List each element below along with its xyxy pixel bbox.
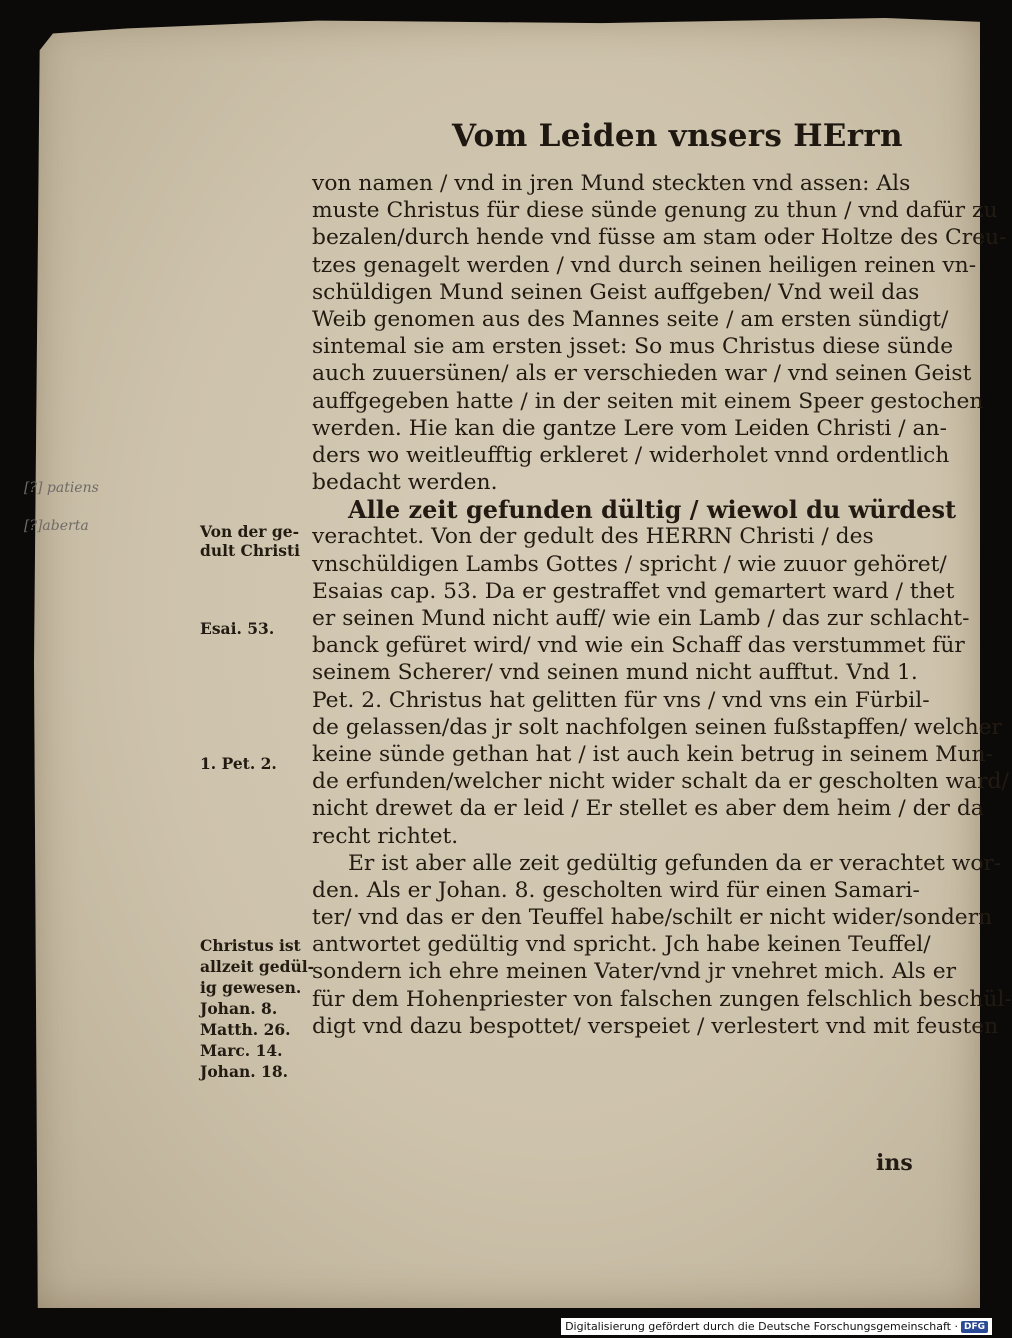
margin-note-esai: Esai. 53.	[200, 619, 275, 638]
margin-note-line: Johan. 18.	[200, 1062, 289, 1081]
body-line: recht richtet.	[312, 823, 459, 849]
footer-text: Digitalisierung gefördert durch die Deutsche Forschungsgemeinschaft ·	[565, 1320, 958, 1333]
body-line: banck gefüret wird/ vnd wie ein Schaff das verstummet für	[312, 633, 965, 659]
body-line: bedacht werden.	[312, 470, 498, 496]
catchword: ins	[876, 1150, 913, 1176]
footer-credit	[561, 1318, 992, 1335]
margin-note-gedult	[200, 522, 300, 560]
margin-note-line: Von der ge-	[200, 522, 300, 541]
dfg-logo-icon: DFG	[961, 1321, 988, 1333]
body-line: schüldigen Mund seinen Geist auffgeben/ Vnd weil das	[312, 279, 920, 305]
margin-note-line: Johan. 8.	[200, 999, 278, 1018]
handwritten-note-1: [?] patiens	[24, 480, 99, 496]
body-line: von namen / vnd in jren Mund steckten vnd assen: Als	[312, 171, 911, 196]
body-line: sintemal sie am ersten jsset: So mus Christus diese sünde	[312, 334, 954, 360]
body-line: er seinen Mund nicht auff/ wie ein Lamb / das zur schlacht-	[312, 606, 970, 631]
body-line: Er ist aber alle zeit gedültig gefunden da er verachtet wor-	[348, 850, 1002, 876]
margin-note-line: dult Christi	[200, 541, 300, 560]
body-line: sondern ich ehre meinen Vater/vnd jr vnehret mich. Als er	[312, 959, 957, 985]
margin-note-line: Matth. 26.	[200, 1020, 291, 1039]
margin-note-line: Christus ist	[200, 936, 301, 955]
body-line: de erfunden/welcher nicht wider schalt da er gescholten ward/	[312, 769, 1009, 795]
body-line: Esaias cap. 53. Da er gestraffet vnd gemartert ward / thet	[312, 578, 955, 604]
body-line: Pet. 2. Christus hat gelitten für vns / vnd vns ein Fürbil-	[312, 687, 930, 713]
body-line: auffgegeben hatte / in der seiten mit einem Speer gestochen	[312, 388, 984, 414]
body-line: vnschüldigen Lambs Gottes / spricht / wie zuuor gehöret/	[312, 551, 947, 577]
body-line: ter/ vnd das er den Teuffel habe/schilt er nicht wider/sondern	[312, 905, 993, 931]
body-line: werden. Hie kan die gantze Lere vom Leiden Christi / an-	[312, 415, 947, 441]
body-line: antwortet gedültig vnd spricht. Jch habe keinen Teuffel/	[312, 932, 931, 958]
body-line: auch zuuersünen/ als er verschieden war / vnd seinen Geist	[312, 361, 972, 387]
body-line: den. Als er Johan. 8. gescholten wird für einen Samari-	[312, 877, 920, 903]
running-head: Vom Leiden vnsers HErrn	[452, 118, 903, 154]
margin-note-pet: 1. Pet. 2.	[200, 754, 277, 773]
body-line: bezalen/durch hende vnd füsse am stam oder Holtze des Creu-	[312, 225, 1007, 251]
margin-note-christus	[200, 935, 314, 1082]
body-line: verachtet. Von der gedult des HERRN Christi / des	[312, 524, 874, 550]
body-line: keine sünde gethan hat / ist auch kein betrug in seinem Mun-	[312, 741, 993, 767]
margin-note-line: ig gewesen.	[200, 978, 302, 997]
body-line: nicht drewet da er leid / Er stellet es aber dem heim / der da	[312, 796, 984, 822]
margin-note-line: Marc. 14.	[200, 1041, 283, 1060]
body-line: digt vnd dazu bespottet/ verspeiet / verlestert vnd mit feusten	[312, 1013, 999, 1039]
body-line: ders wo weitleufftig erkleret / widerholet vnnd ordentlich	[312, 442, 950, 468]
margin-note-line: allzeit gedül-	[200, 957, 315, 976]
handwritten-note-2: [?]aberta	[24, 518, 89, 534]
body-line: Alle zeit gefunden dültig / wiewol du würdest	[348, 495, 957, 525]
body-line: muste Christus für diese sünde genung zu thun / vnd dafür zu	[312, 198, 998, 224]
body-line: Weib genomen aus des Mannes seite / am ersten sündigt/	[312, 306, 949, 332]
body-line: de gelassen/das jr solt nachfolgen seinen fußstapffen/ welcher	[312, 714, 1002, 740]
body-line: für dem Hohenpriester von falschen zungen felschlich beschül-	[312, 986, 1012, 1012]
body-line: seinem Scherer/ vnd seinen mund nicht aufftut. Vnd 1.	[312, 660, 918, 686]
body-line: tzes genagelt werden / vnd durch seinen heiligen reinen vn-	[312, 252, 977, 278]
body-text	[312, 170, 1012, 1040]
